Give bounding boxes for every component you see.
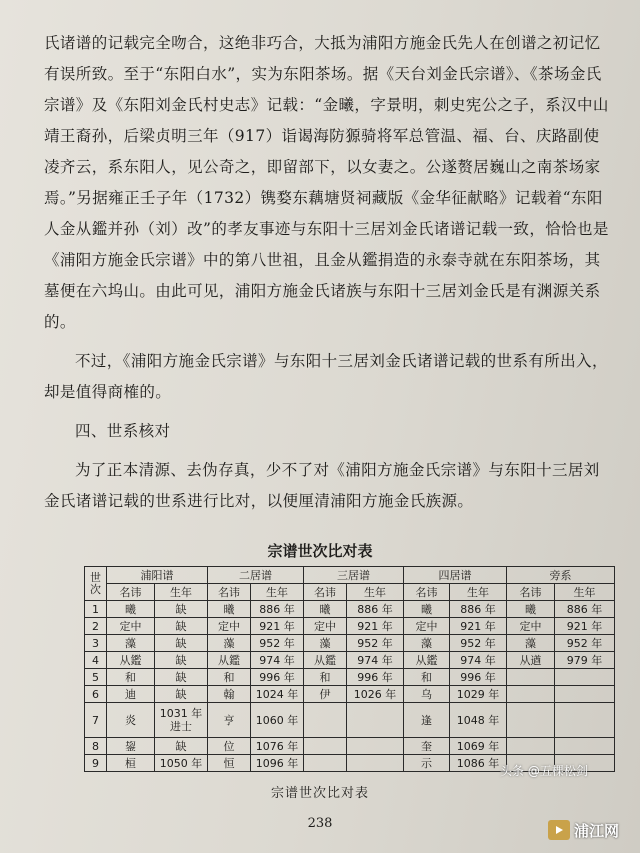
birth-year-cell: 886 年 (450, 601, 507, 618)
name-cell: 位 (208, 738, 251, 755)
generation-cell: 2 (85, 618, 107, 635)
name-cell: 藻 (404, 635, 450, 652)
name-cell: 和 (107, 669, 155, 686)
generation-cell: 4 (85, 652, 107, 669)
name-cell: 恒 (208, 755, 251, 772)
birth-year-cell: 921 年 (450, 618, 507, 635)
birth-year-cell: 974 年 (251, 652, 304, 669)
birth-year-header: 生年 (155, 584, 208, 601)
name-cell: 曦 (404, 601, 450, 618)
birth-year-cell (555, 738, 615, 755)
comparison-table (84, 566, 615, 772)
name-cell: 藻 (304, 635, 347, 652)
birth-year-cell: 1031 年 进士 (155, 703, 208, 738)
birth-year-cell: 1060 年 (251, 703, 304, 738)
name-cell: 和 (208, 669, 251, 686)
name-cell: 示 (404, 755, 450, 772)
table-row (85, 686, 615, 703)
name-cell: 鋆 (107, 738, 155, 755)
name-cell: 从鑑 (304, 652, 347, 669)
generation-cell: 8 (85, 738, 107, 755)
birth-year-cell: 921 年 (347, 618, 404, 635)
name-cell: 定中 (507, 618, 555, 635)
name-cell: 藻 (208, 635, 251, 652)
birth-year-cell: 1024 年 (251, 686, 304, 703)
name-cell: 迪 (107, 686, 155, 703)
name-cell: 逢 (404, 703, 450, 738)
table-row (85, 652, 615, 669)
birth-year-cell: 1029 年 (450, 686, 507, 703)
name-cell (507, 738, 555, 755)
generation-cell: 7 (85, 703, 107, 738)
birth-year-cell: 952 年 (450, 635, 507, 652)
birth-year-header: 生年 (450, 584, 507, 601)
table-row (85, 703, 615, 738)
name-cell: 曦 (107, 601, 155, 618)
name-cell: 从鑑 (107, 652, 155, 669)
name-cell: 从鑑 (208, 652, 251, 669)
birth-year-cell (555, 669, 615, 686)
generation-header: 世次 (85, 567, 107, 601)
table-row (85, 635, 615, 652)
group-header: 四居谱 (404, 567, 507, 584)
brand-name: 浦江网 (574, 821, 620, 840)
table-caption: 宗谱世次比对表 (270, 786, 369, 801)
name-cell: 曦 (304, 601, 347, 618)
table-row (85, 618, 615, 635)
name-cell: 乌 (404, 686, 450, 703)
table-title: 宗谱世次比对表 (267, 542, 373, 560)
birth-year-cell: 996 年 (347, 669, 404, 686)
name-cell: 藻 (107, 635, 155, 652)
birth-year-cell: 886 年 (555, 601, 615, 618)
birth-year-cell: 1069 年 (450, 738, 507, 755)
generation-cell: 6 (85, 686, 107, 703)
name-cell (304, 738, 347, 755)
birth-year-cell: 缺 (155, 601, 208, 618)
birth-year-cell: 缺 (155, 635, 208, 652)
birth-year-cell: 921 年 (555, 618, 615, 635)
name-cell: 和 (304, 669, 347, 686)
birth-year-cell: 979 年 (555, 652, 615, 669)
name-header: 名讳 (107, 584, 155, 601)
name-header: 名讳 (304, 584, 347, 601)
birth-year-cell: 886 年 (347, 601, 404, 618)
paragraph: 氏诸谱的记载完全吻合，这绝非巧合，大抵为浦阳方施金氏先人在创谱之初记忆有误所致。至于“东阳白水”，实为东阳茶场。据《天台刘金氏宗谱》、《茶场金氏宗谱》及《东阳刘金氏村史志》记载：“金曦，字景明，刺史宪公之子，系汉中山靖王裔孙，后梁贞明三年（917）诣谒海防獂骑将军总管温、福、台、庆路副使凌齐云，系东阳人，见公奇之，即留部下，以女妻之。公遂赘居巍山之南茶场家焉。”另据雍正壬子年（1732）镌婺东藕塘贤祠藏版《金华征献略》记载着“东阳人金从鑑并孙（刘）改”的孝友事迹与东阳十三居刘金氏诸谱记载一致，恰恰也是《浦阳方施金氏宗谱》中的第八世祖，且金从鑑捐造的永泰寺就在东阳茶场，其墓便在六坞山。由此可见，浦阳方施金氏诸族与东阳十三居刘金氏是有渊源关系的。 (44, 34, 609, 331)
birth-year-cell: 1086 年 (450, 755, 507, 772)
subheader-row (85, 584, 615, 601)
name-cell: 曦 (507, 601, 555, 618)
birth-year-cell: 1050 年 (155, 755, 208, 772)
name-cell: 定中 (208, 618, 251, 635)
table-row (85, 738, 615, 755)
birth-year-cell: 1048 年 (450, 703, 507, 738)
paragraph: 不过，《浦阳方施金氏宗谱》与东阳十三居刘金氏诸谱记载的世系有所出入，却是值得商榷的。 (44, 352, 608, 401)
birth-year-cell: 996 年 (450, 669, 507, 686)
birth-year-cell: 952 年 (347, 635, 404, 652)
group-header: 二居谱 (208, 567, 304, 584)
name-cell: 奎 (404, 738, 450, 755)
generation-cell: 3 (85, 635, 107, 652)
birth-year-header: 生年 (555, 584, 615, 601)
name-cell: 伊 (304, 686, 347, 703)
page-number: 238 (307, 816, 333, 831)
name-cell: 曦 (208, 601, 251, 618)
generation-cell: 1 (85, 601, 107, 618)
birth-year-cell: 952 年 (555, 635, 615, 652)
name-cell: 从鑑 (404, 652, 450, 669)
brand-logo (548, 816, 634, 844)
name-cell (304, 703, 347, 738)
name-cell (507, 669, 555, 686)
name-header: 名讳 (208, 584, 251, 601)
birth-year-cell: 1026 年 (347, 686, 404, 703)
generation-cell: 5 (85, 669, 107, 686)
name-cell: 和 (404, 669, 450, 686)
birth-year-cell: 996 年 (251, 669, 304, 686)
name-cell: 亨 (208, 703, 251, 738)
birth-year-cell (555, 703, 615, 738)
group-header: 浦阳谱 (107, 567, 208, 584)
name-cell: 翰 (208, 686, 251, 703)
section-heading: 四、世系核对 (75, 422, 171, 440)
birth-year-header: 生年 (347, 584, 404, 601)
birth-year-cell (347, 738, 404, 755)
birth-year-cell: 缺 (155, 652, 208, 669)
birth-year-cell (347, 703, 404, 738)
name-cell: 定中 (107, 618, 155, 635)
birth-year-cell: 921 年 (251, 618, 304, 635)
watermark-text: 头条 @五棵松剑 (500, 764, 588, 778)
name-cell: 藻 (507, 635, 555, 652)
name-cell: 定中 (304, 618, 347, 635)
group-header: 旁系 (507, 567, 615, 584)
name-cell: 桓 (107, 755, 155, 772)
group-header: 三居谱 (304, 567, 404, 584)
name-cell (507, 703, 555, 738)
paragraph: 为了正本清源、去伪存真，少不了对《浦阳方施金氏宗谱》与东阳十三居刘金氏诸谱记载的世系进行比对，以便厘清浦阳方施金氏族源。 (44, 461, 600, 510)
birth-year-cell: 952 年 (251, 635, 304, 652)
name-cell (507, 686, 555, 703)
birth-year-cell: 974 年 (450, 652, 507, 669)
birth-year-cell: 1076 年 (251, 738, 304, 755)
body-text (44, 28, 610, 517)
birth-year-cell: 886 年 (251, 601, 304, 618)
name-header: 名讳 (404, 584, 450, 601)
name-cell: 从遒 (507, 652, 555, 669)
birth-year-cell: 缺 (155, 686, 208, 703)
play-icon (548, 820, 570, 840)
birth-year-cell: 缺 (155, 669, 208, 686)
birth-year-cell: 缺 (155, 738, 208, 755)
name-cell: 定中 (404, 618, 450, 635)
birth-year-cell (347, 755, 404, 772)
table-row (85, 669, 615, 686)
name-cell: 炎 (107, 703, 155, 738)
birth-year-cell: 缺 (155, 618, 208, 635)
name-cell (304, 755, 347, 772)
generation-cell: 9 (85, 755, 107, 772)
birth-year-header: 生年 (251, 584, 304, 601)
birth-year-cell: 974 年 (347, 652, 404, 669)
table-row (85, 601, 615, 618)
birth-year-cell (555, 686, 615, 703)
name-header: 名讳 (507, 584, 555, 601)
birth-year-cell: 1096 年 (251, 755, 304, 772)
